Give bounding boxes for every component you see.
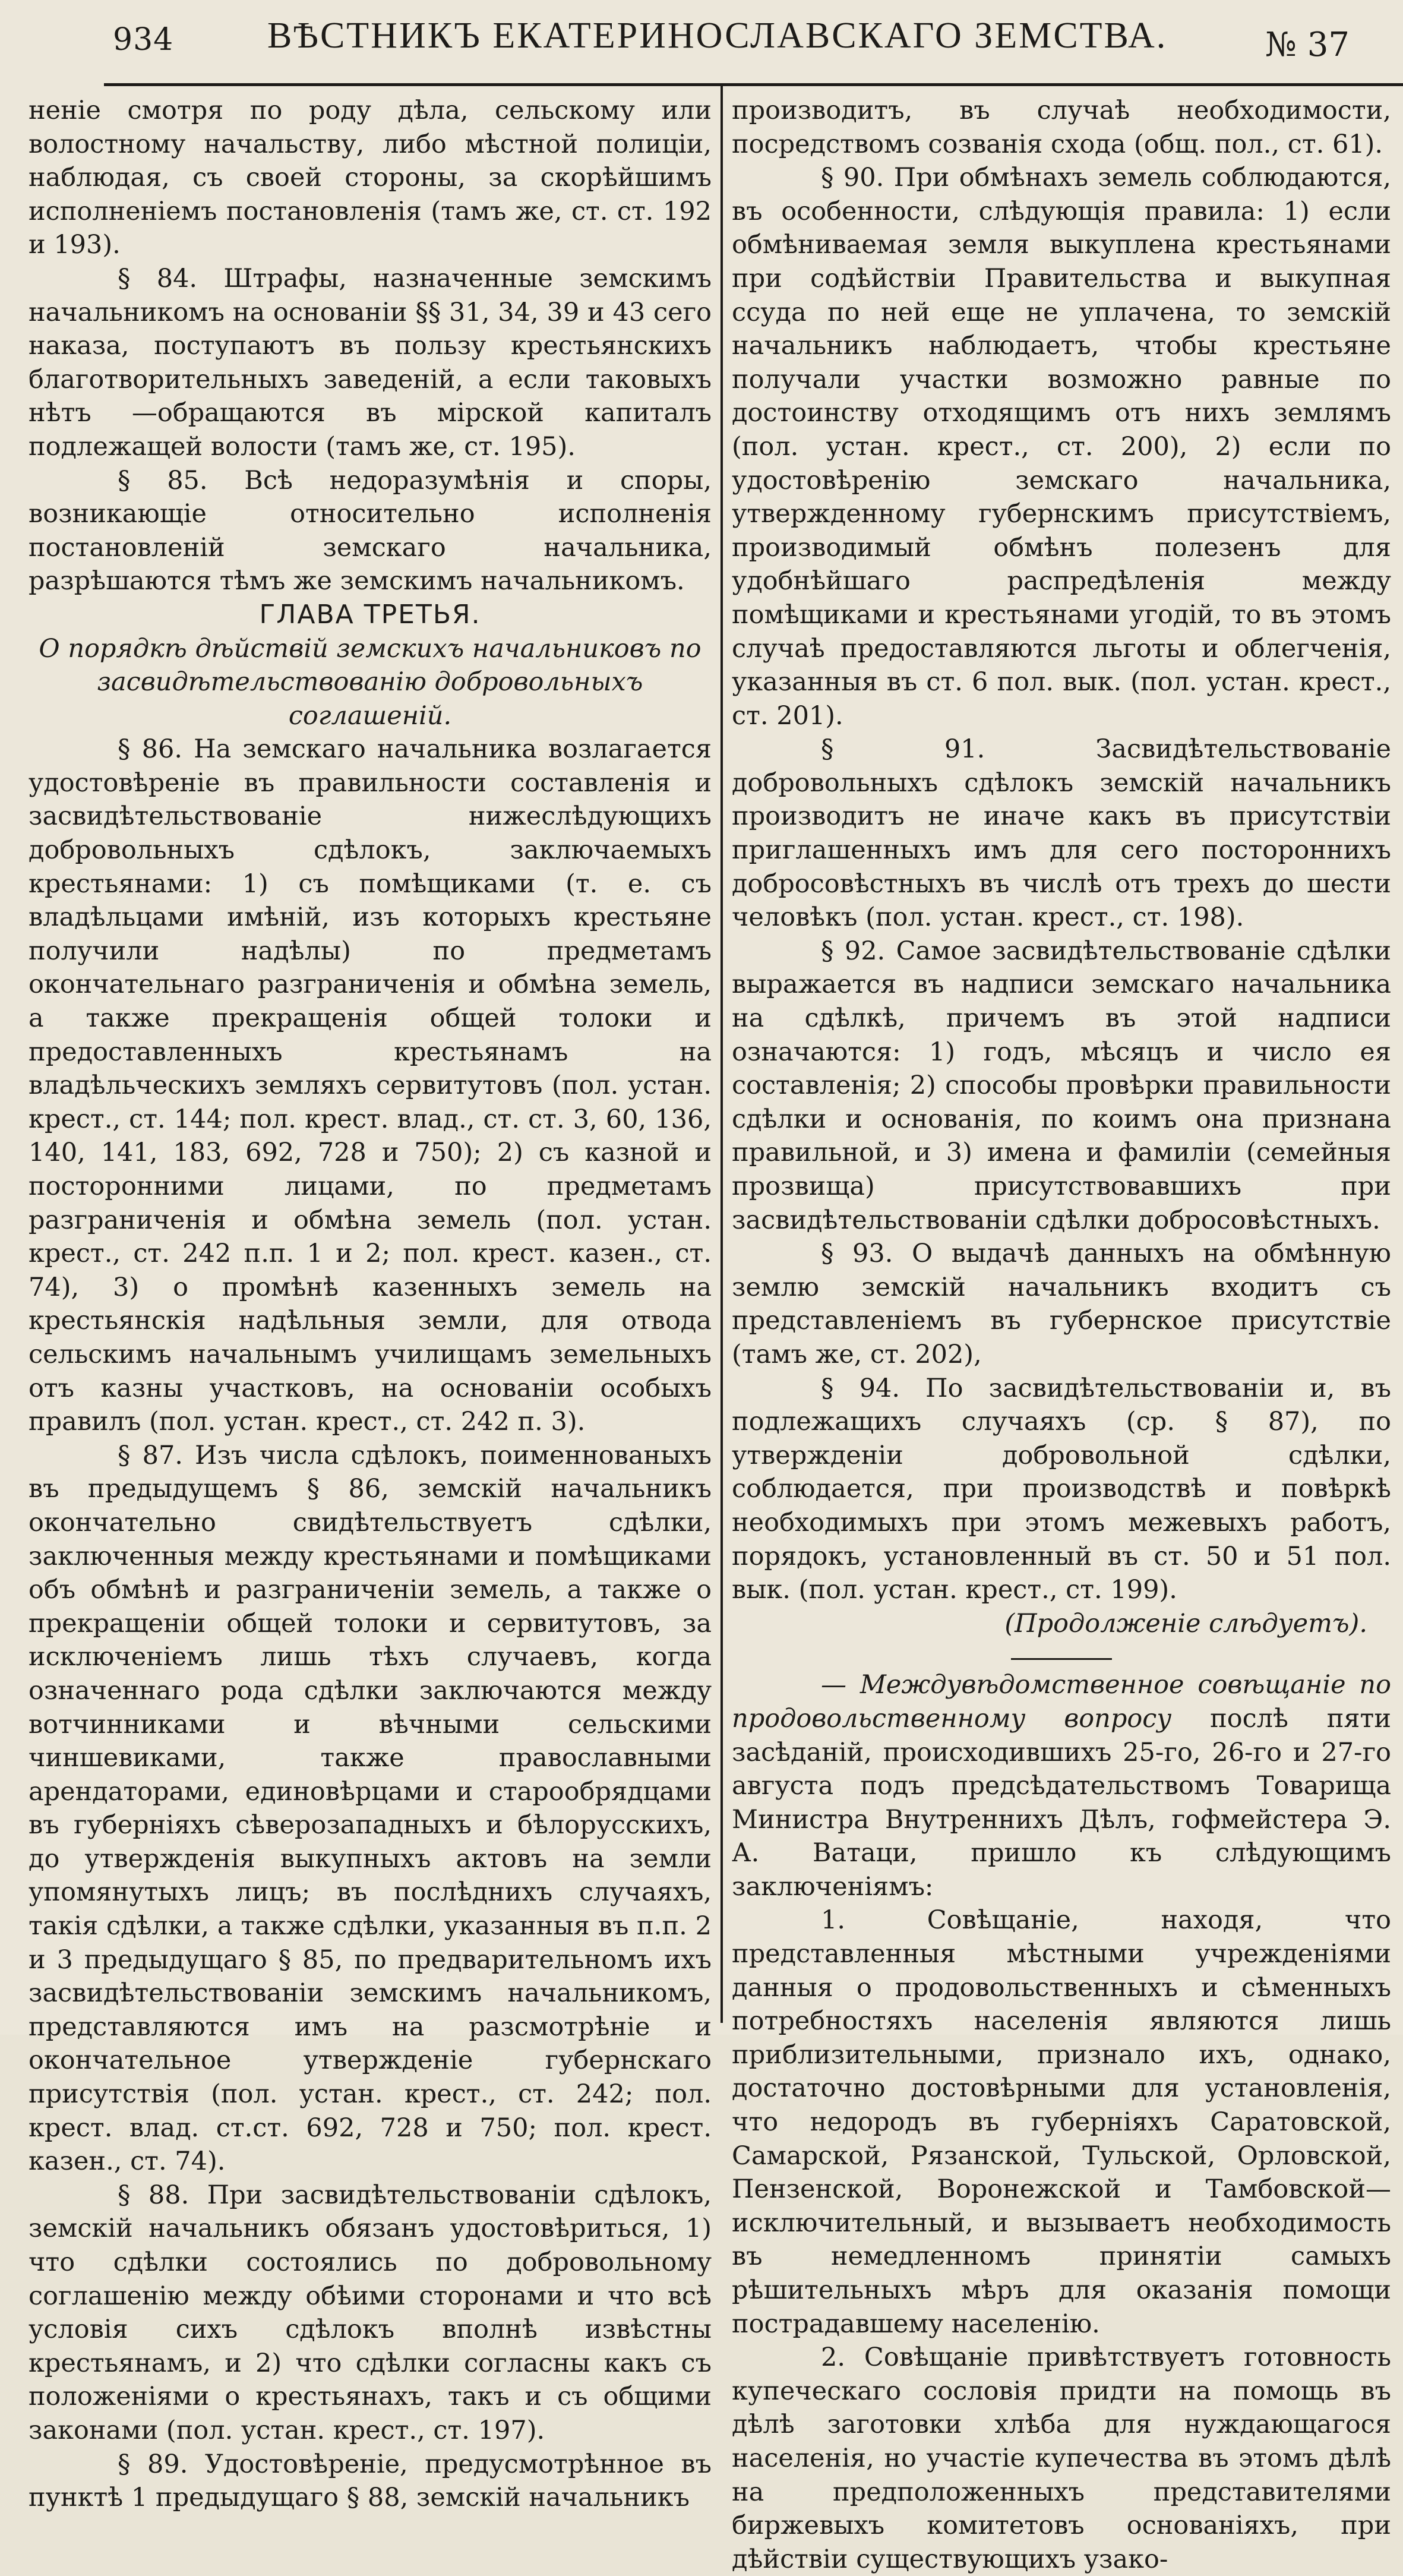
paragraph-87: § 87. Изъ числа сдѣлокъ, поименнованыхъ въ предыдущемъ § 86, земскій начальникъ окончательно свидѣтельствуетъ сдѣлки, заключенныя между крестьянами и помѣщиками объ обмѣнѣ и разграниченіи земель, а также о прекращеніи общей толоки и сервитутовъ, за исключеніемъ лишь тѣхъ случаевъ, когда означеннаго рода сдѣлки заключаются между вотчинниками и вѣчными сельскими чиншевиками, также православными арендаторами, единовѣрцами и старообрядцами въ губерніяхъ сѣверозападныхъ и бѣлорусскихъ, до утвержденія выкупныхъ актовъ на земли упомянутыхъ лицъ; въ послѣднихъ случаяхъ, такія сдѣлки, а также сдѣлки, указанныя въ п.п. 2 и 3 предыдущаго § 85, по предварительномъ ихъ засвидѣтельствованіи земскимъ начальникомъ, представляются имъ на разсмотрѣніе и окончательное утвержденіе губернскаго присутствія (пол. устан. крест., ст. 242; пол. крест. влад. ст.ст. 692, 728 и 750; пол. крест. казен., ст. 74). xyxy=(29,1440,712,2177)
paragraph-90: § 90. При обмѣнахъ земель соблюдаются, въ особенности, слѣдующія правила: 1) если обмѣниваемая земля выкуплена крестьянами при содѣйствіи Правительства и выкупная ссуда по ней еще не уплачена, то земскій начальникъ наблюдаетъ, чтобы крестьяне получали участки возможно равные по достоинству отходящимъ отъ нихъ землямъ (пол. устан. крест., ст. 200), 2) если по удостовѣренію земскаго начальника, утвержденному губернскимъ присутствіемъ, производимый обмѣнъ полезенъ для удобнѣйшаго распредѣленія между помѣщиками и крестьянами угодій, то въ этомъ случаѣ предоставляются льготы и облегченія, указанныя въ ст. 6 пол. вык. (пол. устан. крест., ст. 201). xyxy=(732,163,1391,731)
chapter-subtitle: О порядкѣ дѣйствій земскихъ начальниковъ по засвидѣтельствованію добровольныхъ соглашеній. xyxy=(39,633,702,731)
paragraph-91: § 91. Засвидѣтельствованіе добровольныхъ сдѣлокъ земскій начальникъ производитъ не иначе какъ въ присутствіи приглашенныхъ имъ для сего постороннихъ добросовѣстныхъ въ числѣ отъ трехъ до шести человѣкъ (пол. устан. крест., ст. 198). xyxy=(732,734,1391,933)
paragraph-intro: неніе смотря по роду дѣла, сельскому или волостному начальству, либо мѣстной полиціи, наблюдая, съ своей стороны, за скорѣйшимъ исполненіемъ постановленія (тамъ же, ст. ст. 192 и 193). xyxy=(29,96,712,260)
news-lead-text: послѣ пяти засѣданій, происходившихъ 25-го, 26-го и 27-го августа подъ предсѣдательствомъ Товарища Министра Внутреннихъ Дѣлъ, гофмейстера Э. А. Ватаци, пришло къ слѣдующимъ заключеніямъ: xyxy=(732,1703,1392,1902)
page-number: 934 xyxy=(113,22,174,58)
paragraph-88: § 88. При засвидѣтельствованіи сдѣлокъ, земскій начальникъ обязанъ удостовѣриться, 1) что сдѣлки состоялись по добровольному соглашенію между обѣими сторонами и что всѣ условія сихъ сдѣлокъ вполнѣ извѣстны крестьянамъ, и 2) что сдѣлки согласны какъ съ положеніями о крестьянахъ, такъ и съ общими законами (пол. устан. крест., ст. 197). xyxy=(29,2180,712,2445)
section-rule xyxy=(1011,1658,1112,1660)
paragraph-94: § 94. По засвидѣтельствованіи и, въ подлежащихъ случаяхъ (ср. § 87), по утвержденіи добровольной сдѣлки, соблюдается, при производствѣ и повѣркѣ необходимыхъ при этомъ межевыхъ работъ, порядокъ, установленный въ ст. 50 и 51 пол. вык. (пол. устан. крест., ст. 199). xyxy=(732,1373,1391,1605)
paragraph-85: § 85. Всѣ недоразумѣнія и споры, возникающіе относительно исполненія постановленій земскаго начальника, разрѣшаются тѣмъ же земскимъ начальникомъ. xyxy=(29,465,712,596)
paragraph-84: § 84. Штрафы, назначенные земскимъ начальникомъ на основаніи §§ 31, 34, 39 и 43 сего наказа, поступаютъ въ пользу крестьянскихъ благотворительныхъ заведеній, а если таковыхъ нѣтъ —обращаются въ мірской капиталъ подлежащей волости (тамъ же, ст. 195). xyxy=(29,263,712,462)
journal-title: ВѢСТНИКЪ ЕКАТЕРИНОСЛАВСКАГО ЗЕМСТВА. xyxy=(267,15,1168,56)
chapter-title: ГЛАВА ТРЕТЬЯ. xyxy=(259,599,481,630)
paragraph-92: § 92. Самое засвидѣтельствованіе сдѣлки выражается въ надписи земскаго начальника на сдѣлкѣ, причемъ въ этой надписи означаются: 1) годъ, мѣсяцъ и число ея составленія; 2) способы провѣрки правильности сдѣлки и основанія, по коимъ она признана правильной, и 3) имена и фамиліи (семейныя прозвища) присутствовавшихъ при засвидѣтельствованіи сдѣлки добросовѣстныхъ. xyxy=(732,936,1391,1235)
paragraph-93: § 93. О выдачѣ данныхъ на обмѣнную землю земскій начальникъ входитъ съ представленіемъ въ губернское присутствіе (тамъ же, ст. 202), xyxy=(732,1239,1391,1369)
news-lead xyxy=(732,1668,1391,1903)
news-lead-title: — Междувѣдомственное совѣщаніе по продовольственному вопросу xyxy=(732,1670,1391,1734)
paragraph-continued: производитъ, въ случаѣ необходимости, посредствомъ созванія схода (общ. пол., ст. 61). xyxy=(732,96,1391,159)
right-column xyxy=(732,94,1391,2576)
paragraph-89: § 89. Удостовѣреніе, предусмотрѣнное въ пунктѣ 1 предыдущаго § 88, земскій начальникъ xyxy=(29,2449,712,2513)
left-column xyxy=(29,94,712,2515)
paragraph-86: § 86. На земскаго начальника возлагается удостовѣреніе въ правильности составленія и засвидѣтельствованіе нижеслѣдующихъ добровольныхъ сдѣлокъ, заключаемыхъ крестьянами: 1) съ помѣщиками (т. е. съ владѣльцами имѣній, изъ которыхъ крестьяне получили надѣлы) по предметамъ окончательнаго разграниченія и обмѣна земель, а также прекращенія общей толоки и предоставленныхъ крестьянамъ на владѣльческихъ земляхъ сервитутовъ (пол. устан. крест., ст. 144; пол. крест. влад., ст. ст. 3, 60, 136, 140, 141, 183, 692, 728 и 750); 2) съ казной и посторонними лицами, по предметамъ разграниченія и обмѣна земель (пол. устан. крест., ст. 242 п.п. 1 и 2; пол. крест. казен., ст. 74), 3) о промѣнѣ казенныхъ земель на крестьянскія надѣльныя земли, для отвода сельскимъ начальнымъ училищамъ земельныхъ отъ казны участковъ, на основаніи особыхъ правилъ (пол. устан. крест., ст. 242 п. 3). xyxy=(29,734,712,1437)
continued-note: (Продолженіе слѣдуетъ). xyxy=(1004,1608,1367,1639)
header-rule xyxy=(104,83,1403,86)
page-header xyxy=(107,15,1361,80)
news-item-2: 2. Совѣщаніе привѣтствуетъ готовность купеческаго сословія придти на помощь въ дѣлѣ заготовки хлѣба для нуждающагося населенія, но участіе купечества въ этомъ дѣлѣ на предположенныхъ представителями биржевыхъ комитетовъ основаніяхъ, при дѣйствіи существующихъ узако- xyxy=(732,2343,1391,2574)
column-divider xyxy=(721,83,723,2023)
news-item-1: 1. Совѣщаніе, находя, что представленныя мѣстными учрежденіями данныя о продовольственныхъ и сѣменныхъ потребностяхъ населенія являются лишь приблизительными, признало ихъ, однако, достаточно достовѣрными для установленія, что недородъ въ губерніяхъ Саратовской, Самарской, Рязанской, Тульской, Орловской, Пензенской, Воронежской и Тамбовской—исключительный, и вызываетъ необходимость въ немедленномъ принятіи самыхъ рѣшительныхъ мѣръ для оказанія помощи пострадавшему населенію. xyxy=(732,1905,1391,2339)
issue-number: № 37 xyxy=(1265,26,1350,64)
